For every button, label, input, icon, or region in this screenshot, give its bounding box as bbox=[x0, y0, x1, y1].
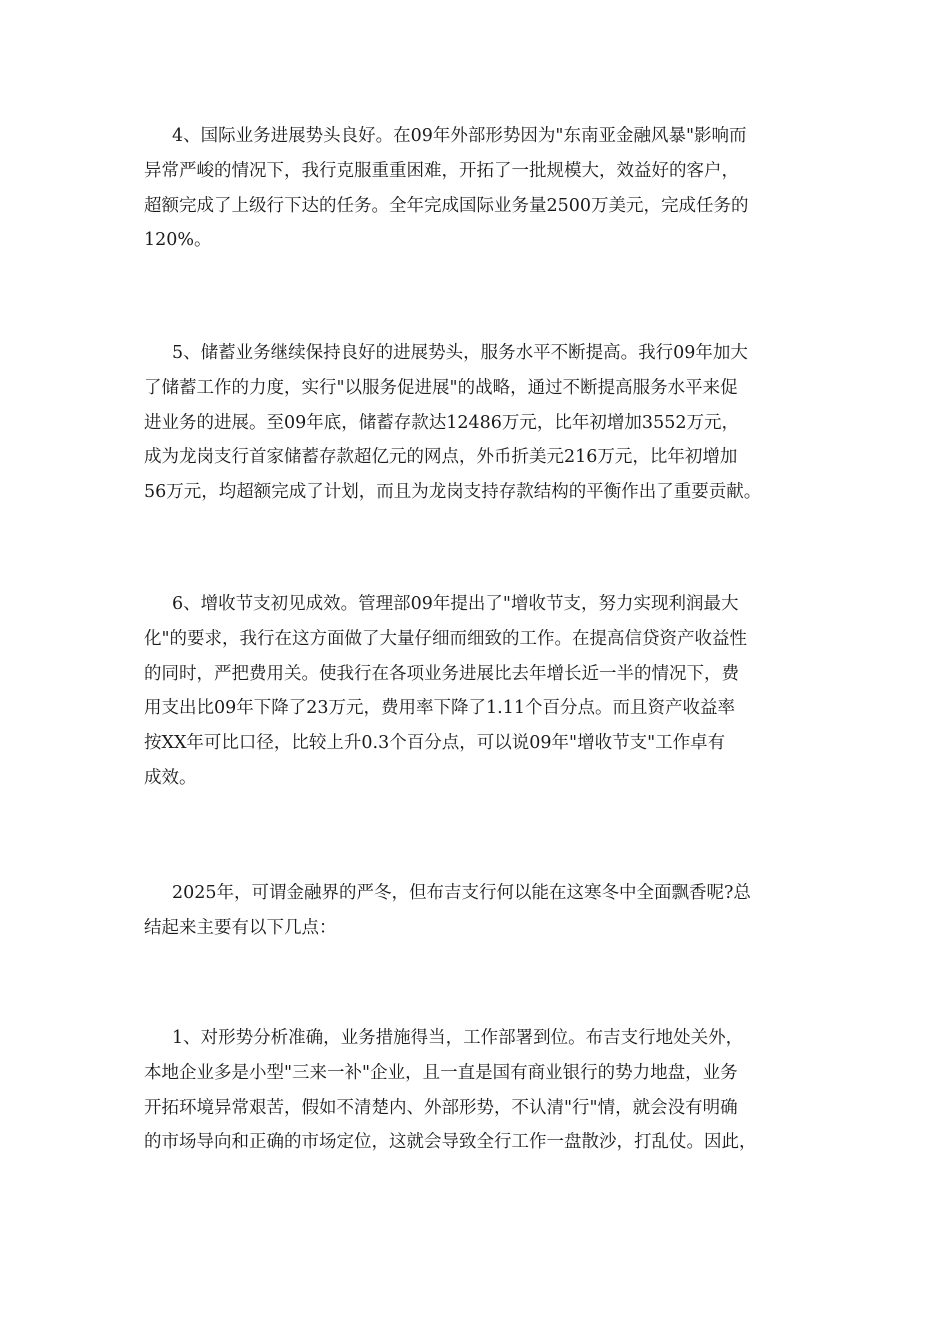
paragraph-winter-summary bbox=[144, 876, 810, 946]
paragraph-savings-business bbox=[144, 336, 810, 510]
paragraph-line: 成为龙岗支行首家储蓄存款超亿元的网点，外币折美元216万元，比年初增加 bbox=[144, 447, 738, 468]
paragraph-line: 2025年，可谓金融界的严冬，但布吉支行何以能在这寒冬中全面飘香呢?总 bbox=[172, 883, 751, 903]
paragraph-line: 5、储蓄业务继续保持良好的进展势头，服务水平不断提高。我行09年加大 bbox=[172, 343, 748, 363]
paragraph-situation-analysis bbox=[144, 1021, 810, 1160]
paragraph-line: 6、增收节支初见成效。管理部09年提出了"增收节支，努力实现利润最大 bbox=[172, 594, 739, 614]
paragraph-line: 结起来主要有以下几点： bbox=[144, 917, 337, 938]
paragraph-international-business bbox=[144, 119, 810, 258]
paragraph-cost-saving bbox=[144, 587, 810, 796]
paragraph-line: 成效。 bbox=[144, 767, 197, 788]
paragraph-line: 56万元，均超额完成了计划，而且为龙岗支持存款结构的平衡作出了重要贡献。 bbox=[144, 482, 762, 503]
paragraph-line: 异常严峻的情况下，我行克服重重困难，开拓了一批规模大，效益好的客户， bbox=[144, 160, 739, 181]
paragraph-line: 本地企业多是小型"三来一补"企业，且一直是国有商业银行的势力地盘，业务 bbox=[144, 1062, 738, 1083]
paragraph-line: 120%。 bbox=[144, 230, 212, 251]
paragraph-line: 了储蓄工作的力度，实行"以服务促进展"的战略，通过不断提高服务水平来促 bbox=[144, 377, 738, 398]
paragraph-line: 超额完成了上级行下达的任务。全年完成国际业务量2500万美元，完成任务的 bbox=[144, 195, 749, 216]
paragraph-line: 用支出比09年下降了23万元，费用率下降了1.11个百分点。而且资产收益率 bbox=[144, 698, 735, 719]
paragraph-line: 按XX年可比口径，比较上升0.3个百分点，可以说09年"增收节支"工作卓有 bbox=[144, 733, 726, 754]
paragraph-line: 的同时，严把费用关。使我行在各项业务进展比去年增长近一半的情况下，费 bbox=[144, 663, 739, 684]
paragraph-line: 化"的要求，我行在这方面做了大量仔细而细致的工作。在提高信贷资产收益性 bbox=[144, 628, 748, 649]
paragraph-line: 开拓环境异常艰苦，假如不清楚内、外部形势，不认清"行"情，就会没有明确 bbox=[144, 1097, 738, 1118]
paragraph-line: 进业务的进展。至09年底，储蓄存款达12486万元，比年初增加3552万元， bbox=[144, 412, 739, 433]
paragraph-line: 4、国际业务进展势头良好。在09年外部形势因为"东南亚金融风暴"影响而 bbox=[172, 126, 747, 146]
paragraph-line: 1、对形势分析准确，业务措施得当，工作部署到位。布吉支行地处关外， bbox=[172, 1028, 744, 1048]
paragraph-line: 的市场导向和正确的市场定位，这就会导致全行工作一盘散沙，打乱仗。因此， bbox=[144, 1132, 757, 1153]
